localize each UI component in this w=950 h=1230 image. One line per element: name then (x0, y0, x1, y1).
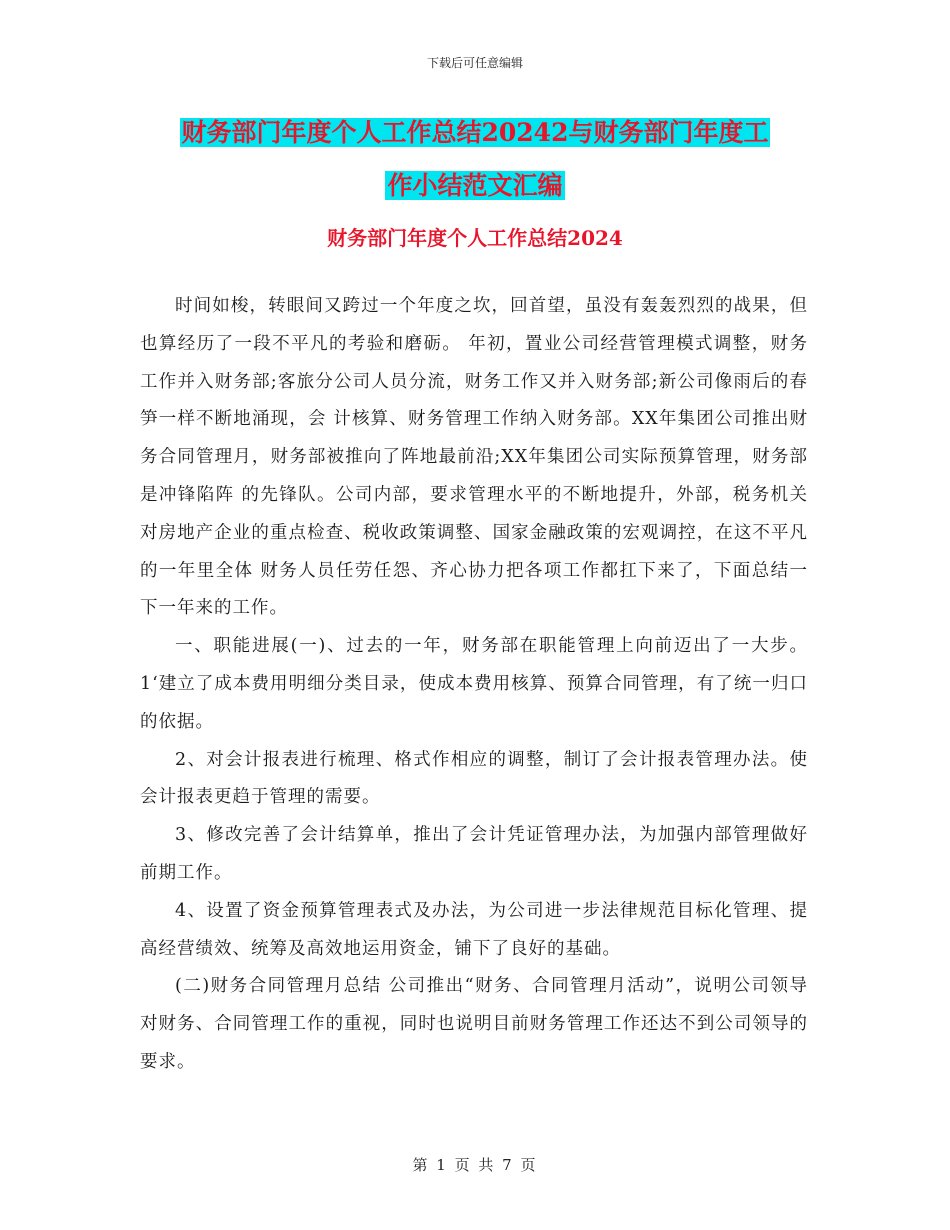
paragraph: (二)财务合同管理月总结 公司推出“财务、合同管理月活动”，说明公司领导对财务、合同管理工作的重视，同时也说明目前财务管理工作还达不到公司领导的要求。 (140, 976, 808, 1072)
paragraph: 2、对会计报表进行梳理、格式作相应的调整，制订了会计报表管理办法。使会计报表更趋于管理的需要。 (140, 749, 808, 808)
paragraph: 时间如梭，转眼间又跨过一个年度之坎，回首望，虽没有轰轰烈烈的战果，但也算经历了一段不平凡的考验和磨砺。 年初，置业公司经营管理模式调整，财务工作并入财务部;客旅分公司人员分流，财务工作又并入财务部;新公司像雨后的春笋一样不断地涌现，会 计核算、财务管理工作纳入财务部。XX年集团公司推出财务合同管理月，财务部被推向了阵地最前沿;XX年集团公司实际预算管理，财务部是冲锋陷阵 的先锋队。公司内部，要求管理水平的不断地提升，外部，税务机关对房地产企业的重点检查、税收政策调整、国家金融政策的宏观调控，在这不平凡的一年里全体 财务人员任劳任怨、齐心协力把各项工作都扛下来了，下面总结一下一年来的工作。 (140, 296, 808, 619)
document-title (120, 106, 830, 212)
paragraph: 一、职能进展(一)、过去的一年，财务部在职能管理上向前迈出了一大步。 1‘建立了成本费用明细分类目录，使成本费用核算、预算合同管理，有了统一归口的依据。 (140, 636, 808, 732)
paragraph: 4、设置了资金预算管理表式及办法，为公司进一步法律规范目标化管理、提高经营绩效、统筹及高效地运用资金，铺下了良好的基础。 (140, 900, 808, 959)
page-footer: 第 1 页 共 7 页 (412, 1156, 538, 1174)
paragraph: 3、修改完善了会计结算单，推出了会计凭证管理办法，为加强内部管理做好前期工作。 (140, 825, 808, 883)
title-line-1: 财务部门年度个人工作总结20242与财务部门年度工 (181, 118, 769, 147)
section-title: 财务部门年度个人工作总结2024 (327, 226, 623, 250)
title-line-2: 作小结范文汇编 (387, 171, 563, 200)
header-note: 下载后可任意编辑 (426, 56, 523, 70)
body-text (140, 288, 808, 1082)
